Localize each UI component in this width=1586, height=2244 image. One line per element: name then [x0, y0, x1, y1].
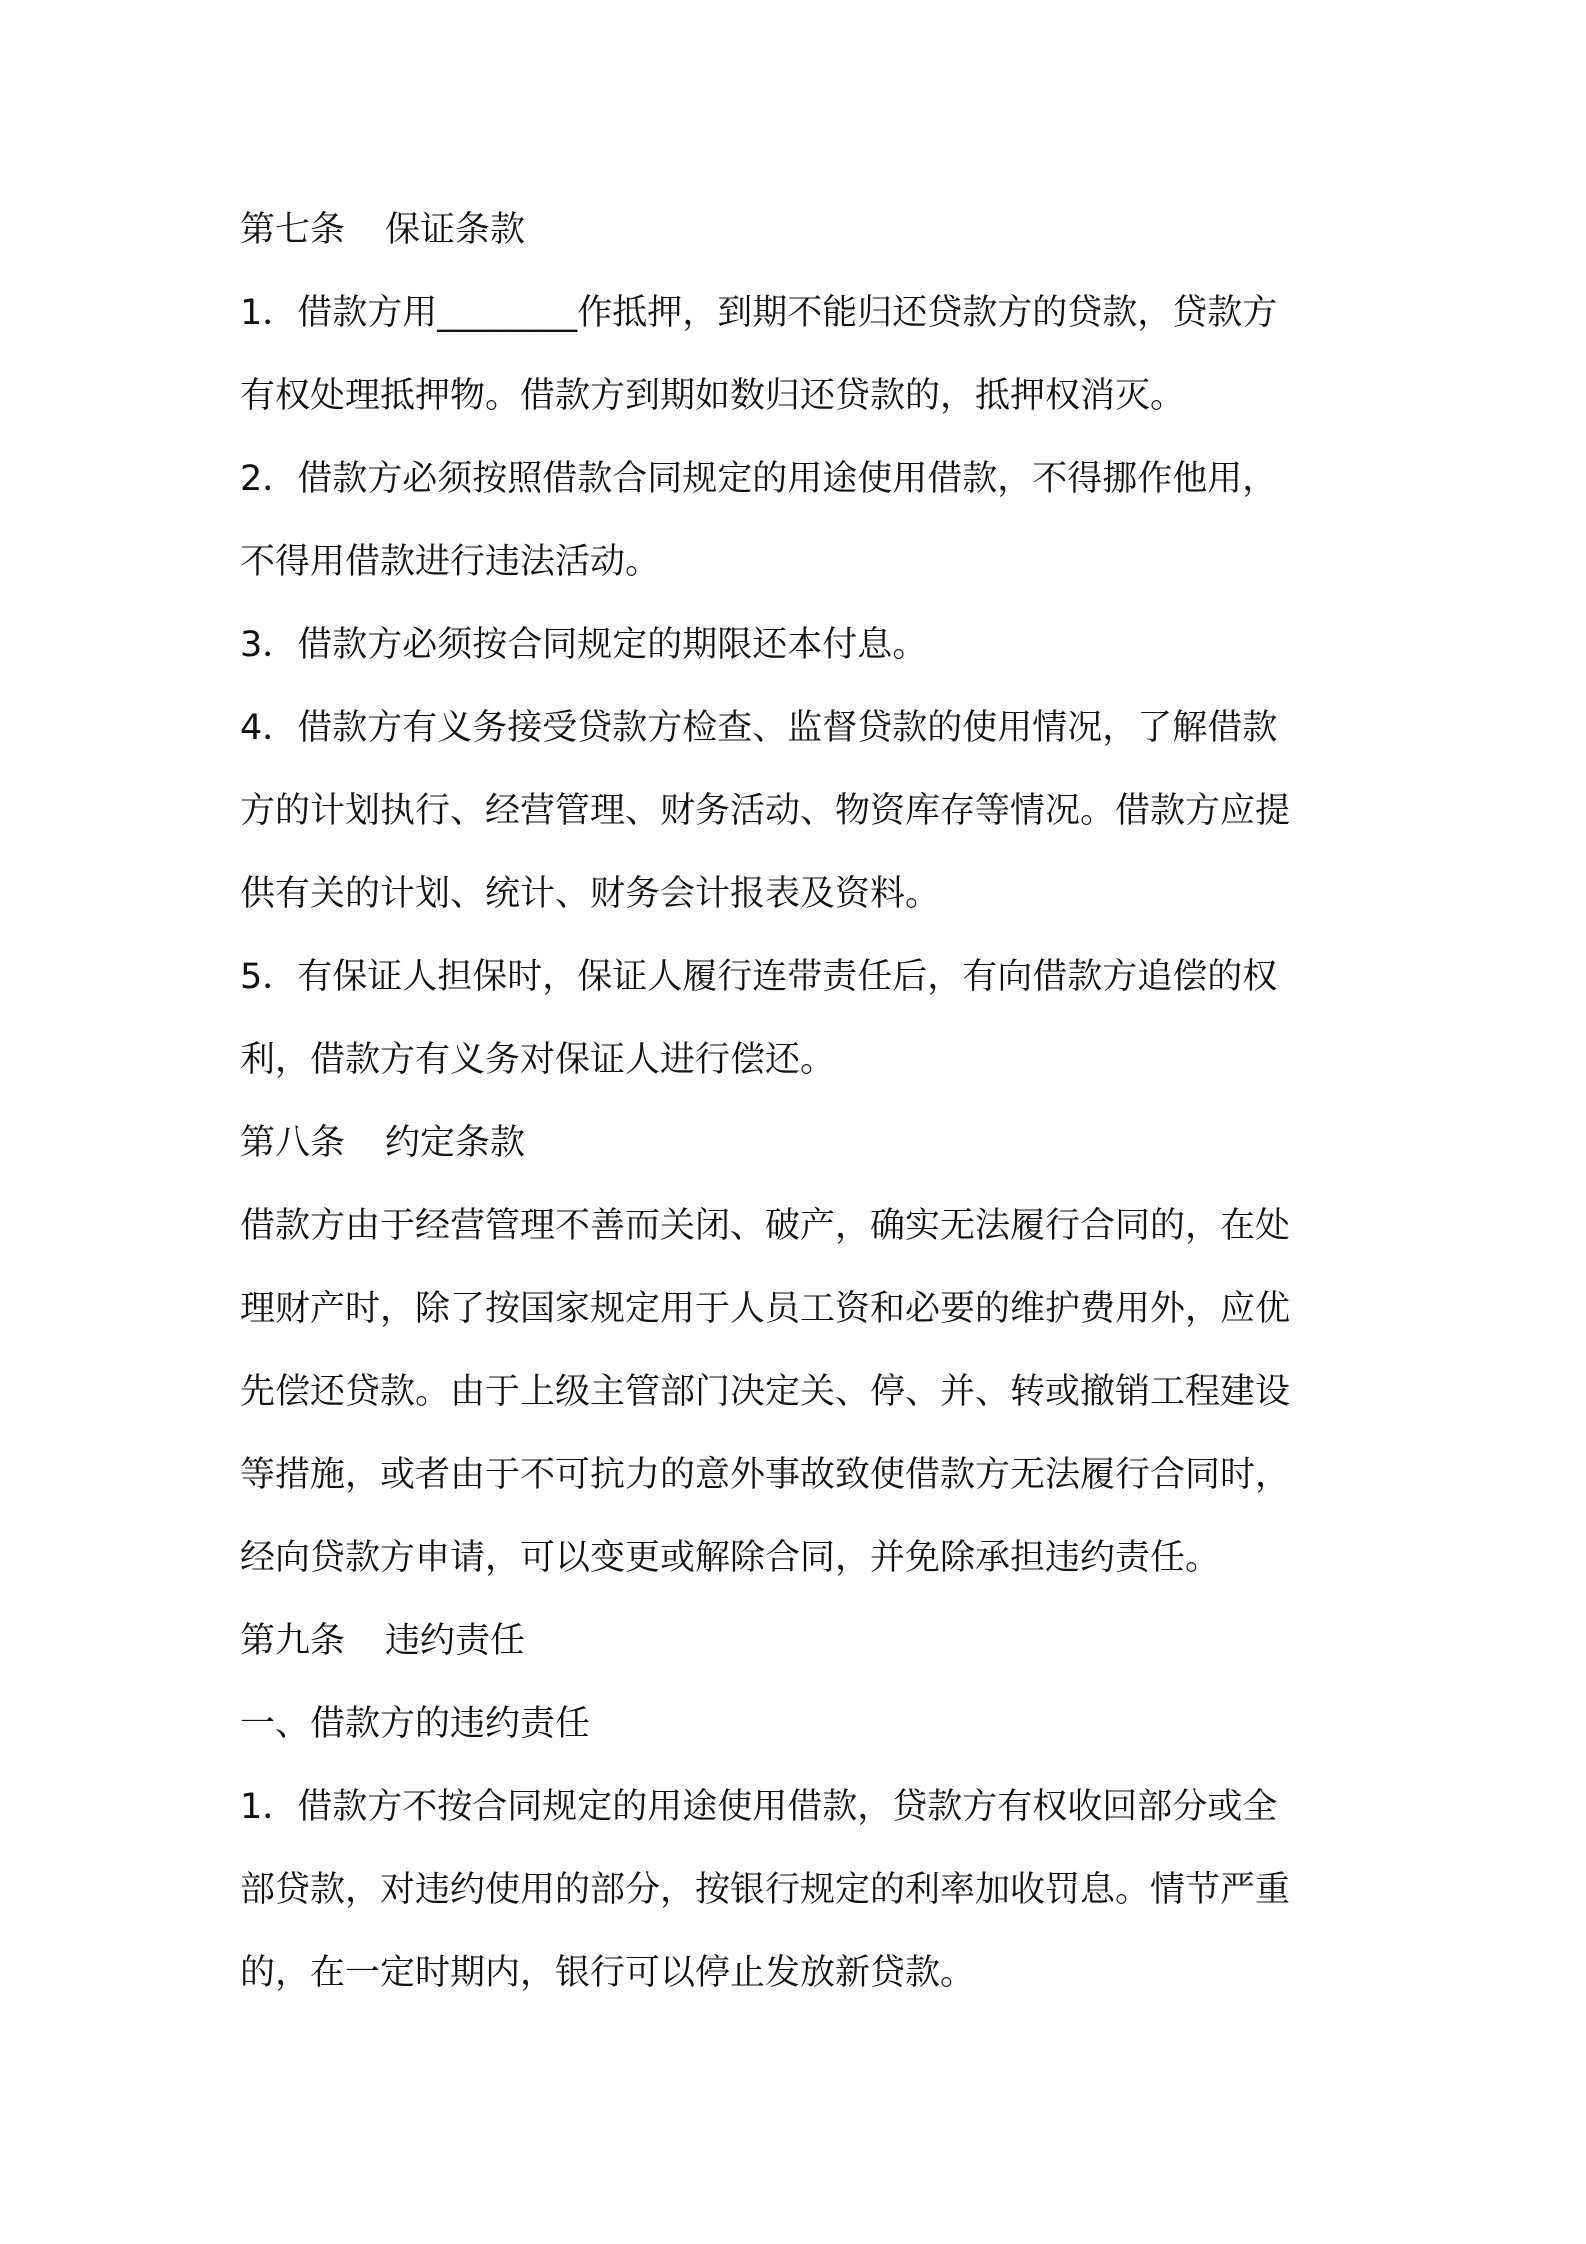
article-title: 保证条款	[385, 210, 526, 250]
text-line: 借款方由于经营管理不善而关闭、破产，确实无法履行合同的，在处	[240, 1206, 1291, 1246]
text-line: 1．借款方不按合同规定的用途使用借款，贷款方有权收回部分或全	[240, 1787, 1278, 1827]
text-line: 等措施，或者由于不可抗力的意外事故致使借款方无法履行合同时，	[240, 1455, 1291, 1495]
article-heading	[240, 1119, 1370, 1167]
text-line: 1．借款方用________作抵押，到期不能归还贷款方的贷款，贷款方	[240, 293, 1278, 333]
text-line: 理财产时，除了按国家规定用于人员工资和必要的维护费用外，应优	[240, 1289, 1291, 1329]
text-line: 的，在一定时期内，银行可以停止发放新贷款。	[240, 1953, 976, 1993]
article-title: 违约责任	[385, 1621, 526, 1661]
text-line: 3．借款方必须按合同规定的期限还本付息。	[240, 625, 928, 665]
text-line: 利，借款方有义务对保证人进行偿还。	[240, 1040, 836, 1080]
text-line: 5．有保证人担保时，保证人履行连带责任后，有向借款方追偿的权	[240, 957, 1278, 997]
text-line: 2．借款方必须按照借款合同规定的用途使用借款，不得挪作他用，	[240, 459, 1278, 499]
text-line: 先偿还贷款。由于上级主管部门决定关、停、并、转或撤销工程建设	[240, 1372, 1291, 1412]
text-line: 部贷款，对违约使用的部分，按银行规定的利率加收罚息。情节严重	[240, 1870, 1291, 1910]
section-subheading: 一、借款方的违约责任	[240, 1704, 591, 1744]
text-line: 不得用借款进行违法活动。	[240, 542, 661, 582]
article-number: 第九条	[240, 1621, 346, 1661]
text-line: 经向贷款方申请，可以变更或解除合同，并免除承担违约责任。	[240, 1538, 1221, 1578]
article-number: 第七条	[240, 210, 346, 250]
text-line: 供有关的计划、统计、财务会计报表及资料。	[240, 874, 941, 914]
article-heading	[240, 1617, 1370, 1665]
text-line: 方的计划执行、经营管理、财务活动、物资库存等情况。借款方应提	[240, 791, 1291, 831]
text-line: 4．借款方有义务接受贷款方检查、监督贷款的使用情况，了解借款	[240, 708, 1278, 748]
text-line: 有权处理抵押物。借款方到期如数归还贷款的，抵押权消灭。	[240, 376, 1186, 416]
article-heading	[240, 206, 1370, 254]
article-number: 第八条	[240, 1123, 346, 1163]
article-title: 约定条款	[385, 1123, 526, 1163]
